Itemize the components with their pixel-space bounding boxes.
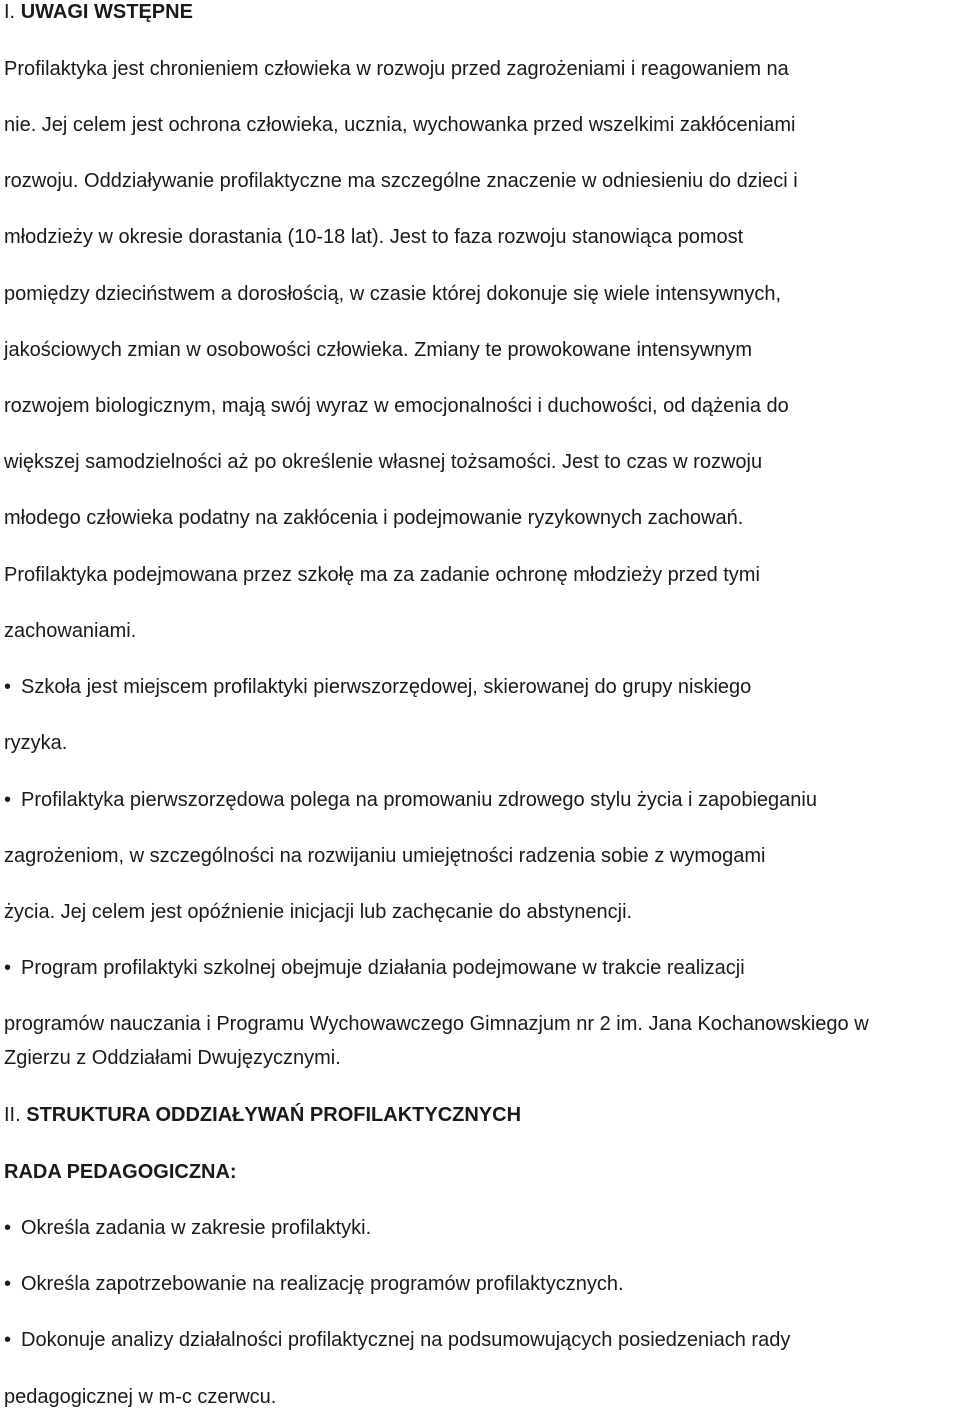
section-2-number: II.	[4, 1104, 21, 1126]
paragraph-line: rozwoju. Oddziaływanie profilaktyczne ma szczególne znaczenie w odniesieniu do dzieci i	[4, 170, 798, 192]
bullet-text: Określa zapotrzebowanie na realizację programów profilaktycznych.	[21, 1273, 624, 1295]
bullet-continuation: programów nauczania i Programu Wychowawczego Gimnazjum nr 2 im. Jana Kochanowskiego w	[4, 1013, 869, 1035]
bullet-continuation: ryzyka.	[4, 732, 68, 754]
bullet-item	[4, 956, 745, 980]
bullet-item	[4, 788, 817, 812]
paragraph-line: rozwojem biologicznym, mają swój wyraz w emocjonalności i duchowości, od dążenia do	[4, 395, 789, 417]
paragraph-line: jakościowych zmian w osobowości człowieka. Zmiany te prowokowane intensywnym	[4, 339, 753, 361]
paragraph-line: Profilaktyka podejmowana przez szkołę ma za zadanie ochronę młodzieży przed tymi	[4, 564, 760, 586]
bullet-marker: •	[4, 1273, 12, 1295]
bullet-text: Określa zadania w zakresie profilaktyki.	[21, 1217, 372, 1239]
section-1-title: UWAGI WSTĘPNE	[20, 1, 193, 23]
bullet-text: Dokonuje analizy działalności profilaktycznej na podsumowujących posiedzeniach rady	[21, 1329, 791, 1351]
paragraph-line: większej samodzielności aż po określenie własnej tożsamości. Jest to czas w rozwoju	[4, 451, 763, 473]
bullet-marker: •	[4, 676, 12, 698]
bullet-item	[4, 1216, 371, 1240]
bullet-marker: •	[4, 1217, 12, 1239]
paragraph-line: zachowaniami.	[4, 620, 137, 642]
paragraph-line: nie. Jej celem jest ochrona człowieka, ucznia, wychowanka przed wszelkimi zakłóceniami	[4, 114, 796, 136]
paragraph-line: pomiędzy dzieciństwem a dorosłością, w czasie której dokonuje się wiele intensywnych,	[4, 283, 782, 305]
bullet-item	[4, 675, 751, 699]
section-1-heading	[4, 0, 193, 24]
bullet-continuation: życia. Jej celem jest opóźnienie inicjacji lub zachęcanie do abstynencji.	[4, 901, 633, 923]
section-2-heading	[4, 1103, 521, 1127]
bullet-text: Szkoła jest miejscem profilaktyki pierwszorzędowej, skierowanej do grupy niskiego	[21, 676, 752, 698]
bullet-marker: •	[4, 789, 12, 811]
section-2-title: STRUKTURA ODDZIAŁYWAŃ PROFILAKTYCZNYCH	[26, 1104, 522, 1126]
bullet-item	[4, 1328, 790, 1352]
bullet-continuation: pedagogicznej w m-c czerwcu.	[4, 1386, 277, 1408]
paragraph-line: młodzieży w okresie dorastania (10-18 lat). Jest to faza rozwoju stanowiąca pomost	[4, 226, 744, 248]
bullet-continuation: zagrożeniom, w szczególności na rozwijaniu umiejętności radzenia sobie z wymogami	[4, 845, 766, 867]
section-1-number: I.	[4, 1, 16, 23]
bullet-continuation: Zgierzu z Oddziałami Dwujęzycznymi.	[4, 1047, 341, 1069]
paragraph-line: młodego człowieka podatny na zakłócenia i podejmowanie ryzykownych zachowań.	[4, 507, 744, 529]
bullet-text: Profilaktyka pierwszorzędowa polega na promowaniu zdrowego stylu życia i zapobieganiu	[21, 789, 817, 811]
bullet-text: Program profilaktyki szkolnej obejmuje działania podejmowane w trakcie realizacji	[21, 957, 745, 979]
bullet-marker: •	[4, 957, 12, 979]
bullet-item	[4, 1272, 624, 1296]
subheading-rada-pedagogiczna: RADA PEDAGOGICZNA:	[4, 1161, 237, 1183]
paragraph-line: Profilaktyka jest chronieniem człowieka w rozwoju przed zagrożeniami i reagowaniem na	[4, 58, 789, 80]
bullet-marker: •	[4, 1329, 12, 1351]
